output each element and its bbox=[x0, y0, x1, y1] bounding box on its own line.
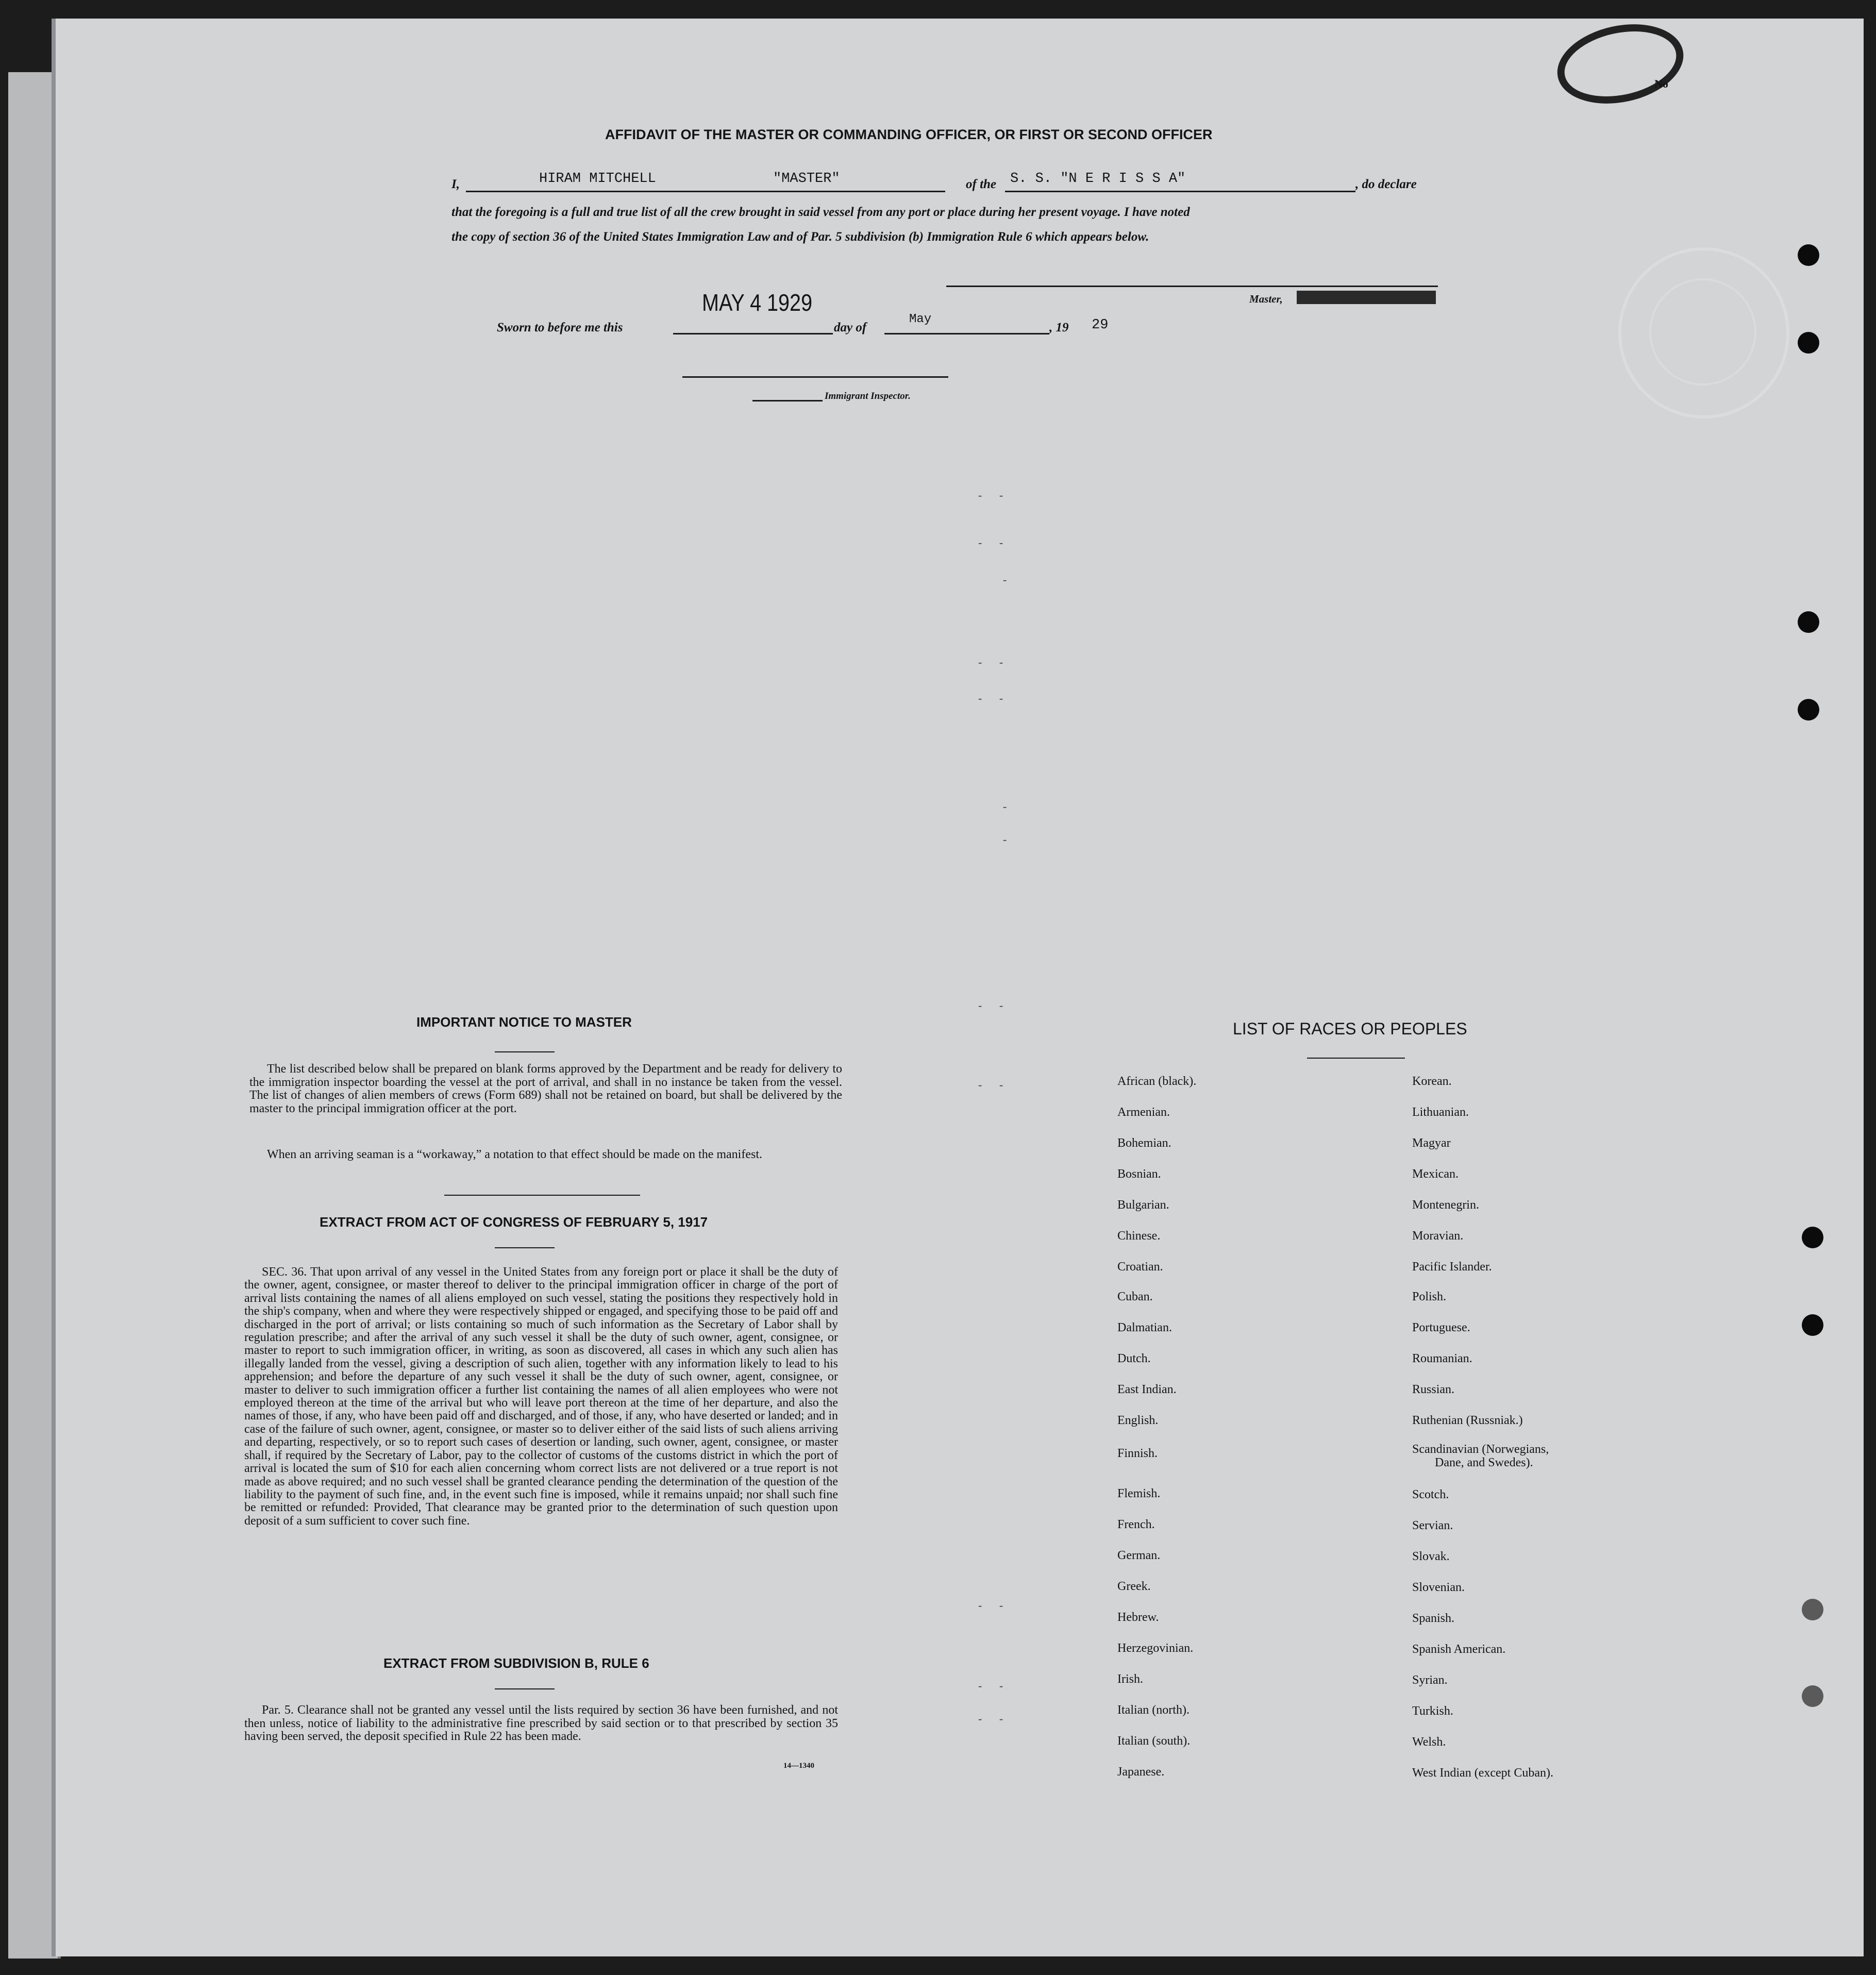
rule-extract-title: EXTRACT FROM SUBDIVISION B, RULE 6 bbox=[383, 1655, 649, 1671]
race-entry: African (black). bbox=[1117, 1075, 1197, 1088]
race-entry: Syrian. bbox=[1412, 1673, 1448, 1687]
of-the-label: of the bbox=[966, 177, 997, 191]
faint-dash-mark: - - bbox=[978, 1599, 1011, 1612]
punch-hole bbox=[1802, 1227, 1823, 1248]
sworn-label: Sworn to before me this bbox=[497, 321, 623, 334]
corner-number-mark: No bbox=[1654, 77, 1668, 90]
declaration-line-1: that the foregoing is a full and true list of all the crew brought in said vessel from any port or place during her present voyage. I have noted bbox=[451, 205, 1190, 219]
race-entry: Greek. bbox=[1117, 1580, 1151, 1593]
race-entry: Spanish American. bbox=[1412, 1643, 1506, 1656]
faint-dash-mark: - - bbox=[978, 692, 1011, 705]
race-entry: Irish. bbox=[1117, 1672, 1143, 1686]
master-name: HIRAM MITCHELL bbox=[539, 171, 656, 187]
punch-hole bbox=[1802, 1314, 1823, 1336]
race-entry: German. bbox=[1117, 1549, 1161, 1562]
race-entry: Montenegrin. bbox=[1412, 1198, 1479, 1212]
master-rank: "MASTER" bbox=[773, 171, 840, 187]
day-of-label: day of bbox=[834, 321, 867, 334]
races-rule bbox=[1307, 1058, 1405, 1059]
race-entry: Korean. bbox=[1412, 1075, 1452, 1088]
race-entry: Roumanian. bbox=[1412, 1352, 1472, 1365]
race-entry: Polish. bbox=[1412, 1290, 1447, 1303]
race-entry: Chinese. bbox=[1117, 1229, 1161, 1243]
act-extract-rule bbox=[495, 1247, 555, 1248]
race-entry: Portuguese. bbox=[1412, 1321, 1470, 1334]
notice-title: IMPORTANT NOTICE TO MASTER bbox=[416, 1014, 632, 1030]
race-entry: Spanish. bbox=[1412, 1612, 1455, 1625]
punch-hole bbox=[1802, 1599, 1823, 1620]
race-entry: Italian (north). bbox=[1117, 1703, 1190, 1717]
race-entry: Hebrew. bbox=[1117, 1611, 1159, 1624]
race-entry: Moravian. bbox=[1412, 1229, 1464, 1243]
race-entry: Croatian. bbox=[1117, 1260, 1163, 1274]
rule-6-text: Par. 5. Clearance shall not be granted any vessel until the lists required by section 36 have been furnished, and not then unless, notice of liability to the administrative fine prescribed by said section or to that prescribed by section 35 having been served, the deposit specified in Rule 22 has been made. bbox=[244, 1703, 838, 1743]
affidavit-heading: AFFIDAVIT OF THE MASTER OR COMMANDING OFFICER, OR FIRST OR SECOND OFFICER bbox=[605, 127, 1213, 142]
punch-hole bbox=[1798, 699, 1819, 721]
race-entry: Russian. bbox=[1412, 1383, 1455, 1396]
name-line bbox=[466, 191, 945, 192]
race-entry: Ruthenian (Russniak.) bbox=[1412, 1414, 1523, 1427]
race-entry: West Indian (except Cuban). bbox=[1412, 1766, 1553, 1780]
faint-dash-mark: - - bbox=[978, 1712, 1011, 1725]
inspector-signature-line bbox=[682, 376, 948, 378]
race-entry: Herzegovinian. bbox=[1117, 1642, 1194, 1655]
race-entry: Scotch. bbox=[1412, 1488, 1449, 1501]
race-entry: Servian. bbox=[1412, 1519, 1453, 1532]
race-entry: English. bbox=[1117, 1414, 1159, 1427]
rule-extract-rule bbox=[495, 1688, 555, 1689]
section-divider bbox=[444, 1195, 640, 1196]
race-entry: Dutch. bbox=[1117, 1352, 1151, 1365]
race-entry: Lithuanian. bbox=[1412, 1106, 1469, 1119]
faint-dash-mark: - bbox=[1003, 800, 1014, 813]
race-entry: Welsh. bbox=[1412, 1735, 1446, 1749]
race-entry: French. bbox=[1117, 1518, 1155, 1531]
race-entry: Japanese. bbox=[1117, 1765, 1165, 1779]
declaration-line-2: the copy of section 36 of the United States Immigration Law and of Par. 5 subdivision (b) Immigration Rule 6 which appears below. bbox=[451, 230, 1149, 244]
race-entry: Turkish. bbox=[1412, 1704, 1453, 1718]
race-entry: Dane, and Swedes). bbox=[1435, 1456, 1533, 1469]
punch-hole bbox=[1798, 332, 1819, 354]
race-entry: Italian (south). bbox=[1117, 1734, 1191, 1748]
race-entry: Bohemian. bbox=[1117, 1136, 1171, 1150]
faint-dash-mark: - - bbox=[978, 1679, 1011, 1692]
punch-hole bbox=[1802, 1685, 1823, 1707]
race-entry: Mexican. bbox=[1412, 1167, 1459, 1181]
date-received-stamp: MAY 4 1929 bbox=[702, 289, 813, 316]
punch-hole bbox=[1798, 244, 1819, 266]
vessel-line bbox=[1005, 191, 1355, 192]
race-entry: Armenian. bbox=[1117, 1106, 1170, 1119]
do-declare-label: , do declare bbox=[1355, 177, 1417, 191]
vessel-name: S. S. "N E R I S S A" bbox=[1010, 171, 1186, 187]
race-entry: East Indian. bbox=[1117, 1383, 1177, 1396]
race-entry: Flemish. bbox=[1117, 1487, 1161, 1500]
race-entry: Pacific Islander. bbox=[1412, 1260, 1492, 1274]
notice-paragraph-1: The list described below shall be prepared on blank forms approved by the Department and be ready for delivery to the immigration inspector boarding the vessel at the port of arrival, and shall in no instance be taken from the vessel. The list of changes of alien members of crews (Form 689) shall not be retained on board, but shall be delivered by the master to the principal immigration officer at the port. bbox=[249, 1062, 842, 1115]
year-value: 29 bbox=[1092, 317, 1109, 333]
month-line bbox=[884, 333, 1049, 334]
faint-dash-mark: - - bbox=[978, 536, 1011, 549]
race-entry: Slovenian. bbox=[1412, 1581, 1465, 1594]
race-entry: Bulgarian. bbox=[1117, 1198, 1169, 1212]
inspector-short-line bbox=[752, 400, 823, 401]
document-page bbox=[52, 19, 1864, 1956]
struck-out-title bbox=[1297, 291, 1436, 304]
master-signature-line bbox=[946, 286, 1438, 287]
faint-dash-mark: - - bbox=[978, 489, 1011, 501]
faint-dash-mark: - bbox=[1003, 833, 1014, 846]
faint-dash-mark: - - bbox=[978, 656, 1011, 668]
form-number: 14—1340 bbox=[783, 1762, 814, 1770]
punch-hole bbox=[1798, 611, 1819, 633]
embossed-seal-inner bbox=[1649, 278, 1756, 386]
year-prefix: , 19 bbox=[1049, 321, 1069, 334]
month-value: May bbox=[909, 312, 932, 326]
race-entry: Bosnian. bbox=[1117, 1167, 1161, 1181]
race-entry: Slovak. bbox=[1412, 1550, 1450, 1563]
faint-dash-mark: - - bbox=[978, 1078, 1011, 1091]
master-label: Master, bbox=[1249, 293, 1283, 305]
faint-dash-mark: - - bbox=[978, 999, 1011, 1012]
races-title: LIST OF RACES OR PEOPLES bbox=[1233, 1019, 1467, 1038]
race-entry: Magyar bbox=[1412, 1136, 1451, 1150]
act-extract-title: EXTRACT FROM ACT OF CONGRESS OF FEBRUARY 5, 1917 bbox=[320, 1214, 708, 1230]
i-label: I, bbox=[451, 177, 460, 191]
race-entry: Finnish. bbox=[1117, 1447, 1158, 1460]
race-entry: Scandinavian (Norwegians, bbox=[1412, 1443, 1549, 1456]
notice-paragraph-2: When an arriving seaman is a “workaway,” a notation to that effect should be made on the manifest. bbox=[267, 1148, 762, 1161]
race-entry: Dalmatian. bbox=[1117, 1321, 1172, 1334]
faint-dash-mark: - bbox=[1003, 573, 1014, 586]
inspector-label: Immigrant Inspector. bbox=[825, 391, 911, 401]
notice-rule bbox=[495, 1051, 555, 1052]
sworn-date-line bbox=[673, 333, 833, 334]
section-36-text: SEC. 36. That upon arrival of any vessel in the United States from any foreign port or place it shall be the duty of the owner, agent, consignee, or master thereof to deliver to the principal immigration officer in charge of the port of arrival lists containing the names of all aliens employed on such vessel, stating the positions they respectively hold in the ship's company, when and where they were respectively shipped or engaged, and specifying those to be paid off and discharged in the port of arrival; or lists containing so much of such information as the Secretary of Labor shall by regulation prescribe; and after the arrival of any such vessel it shall be the duty of such owner, agent, consignee, or master to report to such immigration officer, in writing, as soon as discovered, all cases in which any such alien has illegally landed from the vessel, giving a description of such alien, together with any information likely to lead to his apprehension; and before the departure of any such vessel it shall be the duty of such owner, agent, consignee, or master to deliver to such immigration officer a further list containing the names of all alien employees who were not employed thereon at the time of the arrival but who will leave port thereon at the time of her departure, and also the names of those, if any, who have been paid off and discharged, and of those, if any, who have deserted or landed; and in case of the failure of such owner, agent, consignee, or master so to deliver either of the said lists of such aliens arriving and departing, respectively, or so to report such cases of desertion or landing, such owner, agent, consignee, or master shall, if required by the Secretary of Labor, pay to the collector of customs of the customs district in which the port of arrival is located the sum of $10 for each alien concerning whom correct lists are not delivered or a true report is not made as above required; and no such vessel shall be granted clearance pending the determination of the question of the liability to the payment of such fine, and, in the event such fine is imposed, while it remains unpaid; nor shall such fine be remitted or refunded: Provided, That clearance may be granted prior to the determination of such question upon deposit of a sum sufficient to cover such fine. bbox=[244, 1265, 838, 1528]
race-entry: Cuban. bbox=[1117, 1290, 1153, 1303]
